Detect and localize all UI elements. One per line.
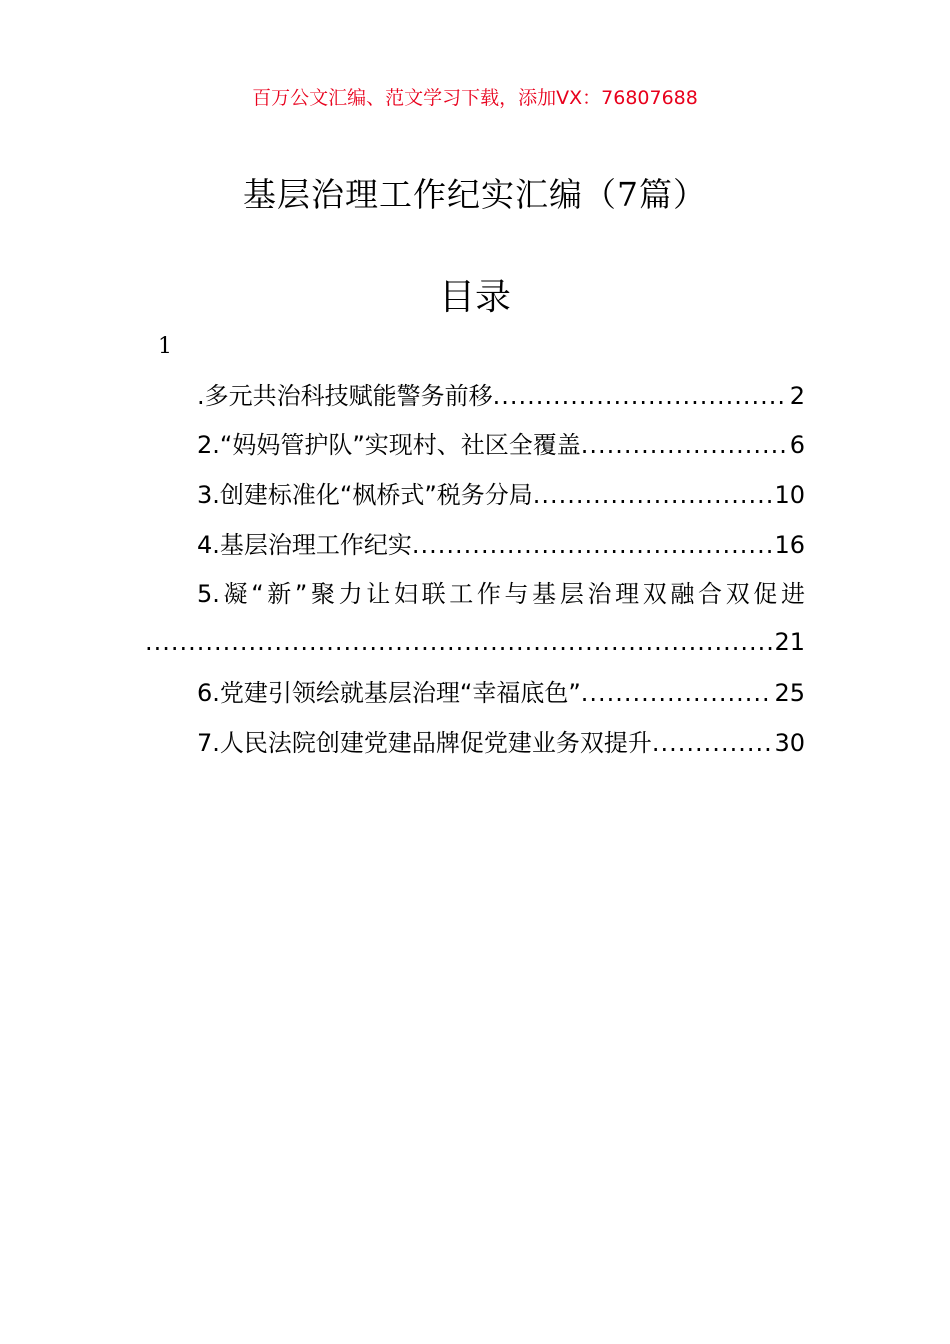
toc-entry-3[interactable] (197, 477, 805, 513)
toc-entry-title: .多元共治科技赋能警务前移 (197, 382, 493, 410)
title-suffix: 篇） (639, 175, 707, 214)
toc-entry-title: 5.凝“新”聚力让妇联工作与基层治理双融合双促进 (197, 580, 805, 608)
toc-entry-title: 7.人民法院创建党建品牌促党建业务双提升 (197, 729, 652, 757)
toc-entry-page: 21 (774, 628, 805, 656)
toc-entry-page: 2 (789, 382, 805, 410)
toc-heading: 目录 (438, 277, 511, 318)
toc-entry-title: 4.基层治理工作纪实 (197, 531, 412, 559)
toc-entry-title: 2.“妈妈管护队”实现村、社区全覆盖 (197, 431, 581, 459)
toc-leader-dots (412, 527, 773, 563)
toc-leader-dots (145, 624, 772, 660)
toc-entry-7[interactable] (197, 725, 805, 761)
toc-leader-dots (652, 725, 773, 761)
document-title (0, 170, 950, 220)
toc-entry-6[interactable] (197, 675, 805, 711)
toc-entry-page: 16 (774, 531, 805, 559)
toc-entry-4[interactable] (197, 527, 805, 563)
title-count: 7 (617, 175, 639, 214)
toc-entry-title: 6.党建引领绘就基层治理“幸福底色” (197, 679, 581, 707)
toc-entry-title: 3.创建标准化“枫桥式”税务分局 (197, 481, 533, 509)
toc-entry-page: 30 (774, 729, 805, 757)
title-main: 基层治理工作纪实汇编（ (243, 175, 617, 214)
toc-entry-5-leader-line (145, 624, 805, 660)
toc-leader-dots (493, 378, 788, 414)
toc-leader-dots (581, 427, 788, 463)
toc-entry-page: 6 (789, 431, 805, 459)
toc-leader-dots (581, 675, 773, 711)
toc-entry-1[interactable] (197, 378, 805, 414)
page-number-mark: 1 (158, 334, 172, 359)
toc-leader-dots (533, 477, 773, 513)
toc-entry-2[interactable] (197, 427, 805, 463)
header-notice: 百万公文汇编、范文学习下载，添加VX：76807688 (252, 87, 698, 109)
toc-entry-page: 25 (774, 679, 805, 707)
toc-entry-page: 10 (774, 481, 805, 509)
